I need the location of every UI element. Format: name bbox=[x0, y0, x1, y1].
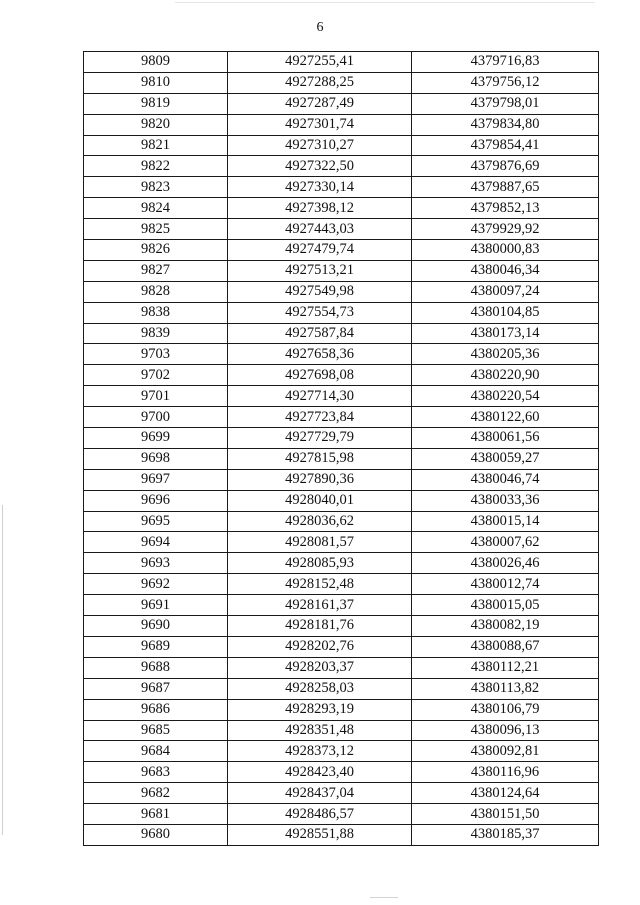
point-number-cell: 9696 bbox=[84, 490, 228, 511]
point-number-cell: 9681 bbox=[84, 804, 228, 825]
x-coordinate-cell: 4928036,62 bbox=[228, 511, 412, 532]
x-coordinate-cell: 4928040,01 bbox=[228, 490, 412, 511]
x-coordinate-cell: 4928203,37 bbox=[228, 657, 412, 678]
table-row bbox=[84, 762, 599, 783]
table-row bbox=[84, 407, 599, 428]
x-coordinate-cell: 4927714,30 bbox=[228, 386, 412, 407]
table-row bbox=[84, 511, 599, 532]
x-coordinate-cell: 4928373,12 bbox=[228, 741, 412, 762]
point-number-cell: 9682 bbox=[84, 783, 228, 804]
y-coordinate-cell: 4380033,36 bbox=[412, 490, 599, 511]
y-coordinate-cell: 4380096,13 bbox=[412, 720, 599, 741]
table-row bbox=[84, 323, 599, 344]
point-number-cell: 9838 bbox=[84, 302, 228, 323]
y-coordinate-cell: 4379834,80 bbox=[412, 114, 599, 135]
y-coordinate-cell: 4380116,96 bbox=[412, 762, 599, 783]
table-row bbox=[84, 741, 599, 762]
table-row bbox=[84, 720, 599, 741]
y-coordinate-cell: 4379854,41 bbox=[412, 135, 599, 156]
point-number-cell: 9820 bbox=[84, 114, 228, 135]
x-coordinate-cell: 4928437,04 bbox=[228, 783, 412, 804]
x-coordinate-cell: 4927587,84 bbox=[228, 323, 412, 344]
point-number-cell: 9686 bbox=[84, 699, 228, 720]
x-coordinate-cell: 4928423,40 bbox=[228, 762, 412, 783]
y-coordinate-cell: 4380220,54 bbox=[412, 386, 599, 407]
x-coordinate-cell: 4927255,41 bbox=[228, 52, 412, 73]
y-coordinate-cell: 4380113,82 bbox=[412, 678, 599, 699]
table-row bbox=[84, 428, 599, 449]
x-coordinate-cell: 4927723,84 bbox=[228, 407, 412, 428]
y-coordinate-cell: 4380151,50 bbox=[412, 804, 599, 825]
y-coordinate-cell: 4380220,90 bbox=[412, 365, 599, 386]
point-number-cell: 9697 bbox=[84, 469, 228, 490]
y-coordinate-cell: 4380088,67 bbox=[412, 636, 599, 657]
table-row bbox=[84, 448, 599, 469]
point-number-cell: 9691 bbox=[84, 595, 228, 616]
x-coordinate-cell: 4928293,19 bbox=[228, 699, 412, 720]
x-coordinate-cell: 4928152,48 bbox=[228, 574, 412, 595]
y-coordinate-cell: 4379798,01 bbox=[412, 93, 599, 114]
scan-edge-line bbox=[370, 897, 398, 898]
table-row bbox=[84, 281, 599, 302]
point-number-cell: 9698 bbox=[84, 448, 228, 469]
point-number-cell: 9688 bbox=[84, 657, 228, 678]
table-row bbox=[84, 198, 599, 219]
scan-margin-line bbox=[2, 505, 3, 835]
y-coordinate-cell: 4380082,19 bbox=[412, 616, 599, 637]
y-coordinate-cell: 4380059,27 bbox=[412, 448, 599, 469]
y-coordinate-cell: 4380112,21 bbox=[412, 657, 599, 678]
x-coordinate-cell: 4927549,98 bbox=[228, 281, 412, 302]
table-row bbox=[84, 636, 599, 657]
x-coordinate-cell: 4927815,98 bbox=[228, 448, 412, 469]
table-row bbox=[84, 657, 599, 678]
y-coordinate-cell: 4380026,46 bbox=[412, 553, 599, 574]
x-coordinate-cell: 4927479,74 bbox=[228, 240, 412, 261]
y-coordinate-cell: 4380015,05 bbox=[412, 595, 599, 616]
y-coordinate-cell: 4380092,81 bbox=[412, 741, 599, 762]
x-coordinate-cell: 4927398,12 bbox=[228, 198, 412, 219]
table-row bbox=[84, 783, 599, 804]
point-number-cell: 9689 bbox=[84, 636, 228, 657]
point-number-cell: 9809 bbox=[84, 52, 228, 73]
point-number-cell: 9826 bbox=[84, 240, 228, 261]
x-coordinate-cell: 4927310,27 bbox=[228, 135, 412, 156]
y-coordinate-cell: 4380122,60 bbox=[412, 407, 599, 428]
table-row bbox=[84, 93, 599, 114]
table-row bbox=[84, 365, 599, 386]
coordinates-table-body bbox=[84, 52, 599, 846]
table-row bbox=[84, 699, 599, 720]
point-number-cell: 9687 bbox=[84, 678, 228, 699]
y-coordinate-cell: 4380185,37 bbox=[412, 824, 599, 845]
y-coordinate-cell: 4380106,79 bbox=[412, 699, 599, 720]
y-coordinate-cell: 4380046,74 bbox=[412, 469, 599, 490]
table-row bbox=[84, 344, 599, 365]
y-coordinate-cell: 4380097,24 bbox=[412, 281, 599, 302]
y-coordinate-cell: 4379929,92 bbox=[412, 219, 599, 240]
table-row bbox=[84, 595, 599, 616]
x-coordinate-cell: 4928551,88 bbox=[228, 824, 412, 845]
point-number-cell: 9701 bbox=[84, 386, 228, 407]
y-coordinate-cell: 4380015,14 bbox=[412, 511, 599, 532]
point-number-cell: 9684 bbox=[84, 741, 228, 762]
table-row bbox=[84, 156, 599, 177]
x-coordinate-cell: 4927322,50 bbox=[228, 156, 412, 177]
y-coordinate-cell: 4379876,69 bbox=[412, 156, 599, 177]
point-number-cell: 9692 bbox=[84, 574, 228, 595]
x-coordinate-cell: 4927658,36 bbox=[228, 344, 412, 365]
y-coordinate-cell: 4380007,62 bbox=[412, 532, 599, 553]
x-coordinate-cell: 4928486,57 bbox=[228, 804, 412, 825]
x-coordinate-cell: 4927554,73 bbox=[228, 302, 412, 323]
x-coordinate-cell: 4927443,03 bbox=[228, 219, 412, 240]
x-coordinate-cell: 4927729,79 bbox=[228, 428, 412, 449]
table-row bbox=[84, 616, 599, 637]
x-coordinate-cell: 4927301,74 bbox=[228, 114, 412, 135]
point-number-cell: 9824 bbox=[84, 198, 228, 219]
table-row bbox=[84, 804, 599, 825]
x-coordinate-cell: 4927287,49 bbox=[228, 93, 412, 114]
table-row bbox=[84, 532, 599, 553]
table-row bbox=[84, 135, 599, 156]
x-coordinate-cell: 4927513,21 bbox=[228, 260, 412, 281]
x-coordinate-cell: 4928085,93 bbox=[228, 553, 412, 574]
y-coordinate-cell: 4379887,65 bbox=[412, 177, 599, 198]
x-coordinate-cell: 4927890,36 bbox=[228, 469, 412, 490]
point-number-cell: 9827 bbox=[84, 260, 228, 281]
point-number-cell: 9828 bbox=[84, 281, 228, 302]
table-row bbox=[84, 177, 599, 198]
point-number-cell: 9695 bbox=[84, 511, 228, 532]
page-number: 6 bbox=[316, 20, 324, 35]
point-number-cell: 9683 bbox=[84, 762, 228, 783]
point-number-cell: 9819 bbox=[84, 93, 228, 114]
point-number-cell: 9839 bbox=[84, 323, 228, 344]
table-row bbox=[84, 574, 599, 595]
x-coordinate-cell: 4928258,03 bbox=[228, 678, 412, 699]
table-row bbox=[84, 553, 599, 574]
y-coordinate-cell: 4380104,85 bbox=[412, 302, 599, 323]
point-number-cell: 9821 bbox=[84, 135, 228, 156]
point-number-cell: 9823 bbox=[84, 177, 228, 198]
point-number-cell: 9680 bbox=[84, 824, 228, 845]
y-coordinate-cell: 4380173,14 bbox=[412, 323, 599, 344]
point-number-cell: 9685 bbox=[84, 720, 228, 741]
y-coordinate-cell: 4379852,13 bbox=[412, 198, 599, 219]
table-row bbox=[84, 490, 599, 511]
y-coordinate-cell: 4380205,36 bbox=[412, 344, 599, 365]
point-number-cell: 9693 bbox=[84, 553, 228, 574]
x-coordinate-cell: 4927288,25 bbox=[228, 72, 412, 93]
x-coordinate-cell: 4927330,14 bbox=[228, 177, 412, 198]
y-coordinate-cell: 4380046,34 bbox=[412, 260, 599, 281]
y-coordinate-cell: 4380061,56 bbox=[412, 428, 599, 449]
coordinates-table bbox=[83, 51, 599, 846]
x-coordinate-cell: 4927698,08 bbox=[228, 365, 412, 386]
table-row bbox=[84, 824, 599, 845]
table-row bbox=[84, 302, 599, 323]
y-coordinate-cell: 4380000,83 bbox=[412, 240, 599, 261]
table-row bbox=[84, 72, 599, 93]
scan-edge-line bbox=[175, 2, 595, 3]
table-row bbox=[84, 52, 599, 73]
x-coordinate-cell: 4928181,76 bbox=[228, 616, 412, 637]
point-number-cell: 9699 bbox=[84, 428, 228, 449]
table-row bbox=[84, 240, 599, 261]
y-coordinate-cell: 4379756,12 bbox=[412, 72, 599, 93]
table-row bbox=[84, 219, 599, 240]
point-number-cell: 9702 bbox=[84, 365, 228, 386]
y-coordinate-cell: 4379716,83 bbox=[412, 52, 599, 73]
point-number-cell: 9822 bbox=[84, 156, 228, 177]
table-row bbox=[84, 114, 599, 135]
x-coordinate-cell: 4928081,57 bbox=[228, 532, 412, 553]
point-number-cell: 9694 bbox=[84, 532, 228, 553]
x-coordinate-cell: 4928202,76 bbox=[228, 636, 412, 657]
point-number-cell: 9810 bbox=[84, 72, 228, 93]
table-row bbox=[84, 678, 599, 699]
table-row bbox=[84, 386, 599, 407]
table-row bbox=[84, 469, 599, 490]
table-row bbox=[84, 260, 599, 281]
x-coordinate-cell: 4928351,48 bbox=[228, 720, 412, 741]
y-coordinate-cell: 4380012,74 bbox=[412, 574, 599, 595]
y-coordinate-cell: 4380124,64 bbox=[412, 783, 599, 804]
point-number-cell: 9703 bbox=[84, 344, 228, 365]
point-number-cell: 9690 bbox=[84, 616, 228, 637]
x-coordinate-cell: 4928161,37 bbox=[228, 595, 412, 616]
point-number-cell: 9700 bbox=[84, 407, 228, 428]
point-number-cell: 9825 bbox=[84, 219, 228, 240]
